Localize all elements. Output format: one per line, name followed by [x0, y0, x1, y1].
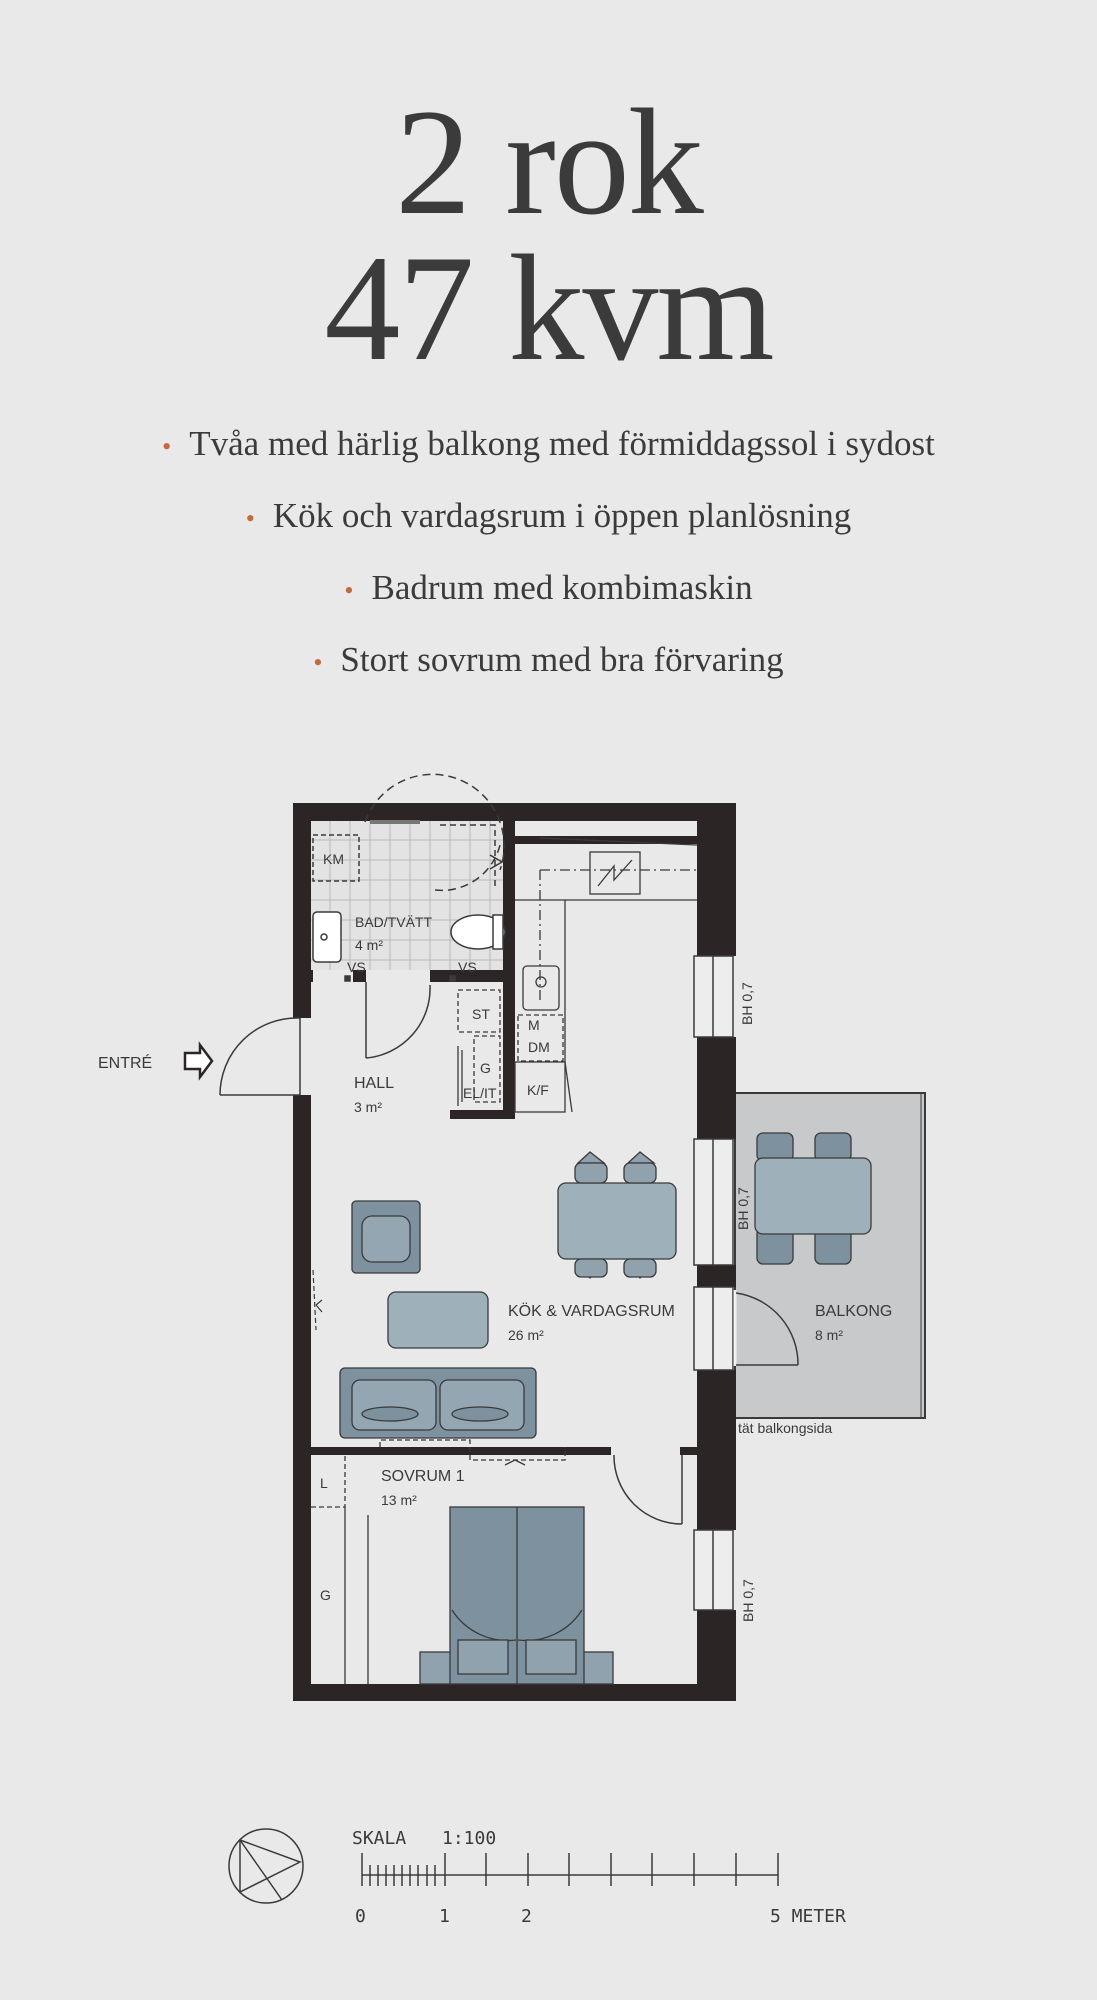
- feature-item: • Tvåa med härlig balkong med förmiddagssol i sydost: [162, 424, 935, 463]
- living-room-area: 26 m²: [508, 1327, 544, 1343]
- fixture-vs2-label: VS: [458, 959, 477, 975]
- bedroom-door: [614, 1452, 682, 1524]
- fixture-m-label: M: [528, 1017, 540, 1033]
- fixture-km-label: KM: [323, 851, 344, 867]
- bath-room-area: 4 m²: [355, 937, 383, 953]
- north-compass-icon: [229, 1829, 303, 1903]
- hall-room-area: 3 m²: [354, 1099, 382, 1115]
- balcony-note: tät balkongsida: [738, 1420, 833, 1436]
- scale-label: SKALA: [352, 1828, 407, 1849]
- coffee-table: [388, 1292, 488, 1348]
- balcony-room-name: BALKONG: [815, 1303, 893, 1320]
- bedroom-room-name: SOVRUM 1: [381, 1468, 465, 1485]
- sofa: [340, 1368, 536, 1438]
- balcony-room-area: 8 m²: [815, 1327, 843, 1343]
- scale-tick-label: 5 METER: [770, 1906, 846, 1927]
- floor-plan: [0, 760, 1097, 2000]
- scale-bar: [362, 1853, 778, 1886]
- feature-item: • Stort sovrum med bra förvaring: [313, 640, 784, 679]
- fixture-dm-label: DM: [528, 1039, 550, 1055]
- entrance-door: [220, 1018, 303, 1095]
- armchair: [352, 1201, 420, 1273]
- scale-tick-label: 1: [439, 1906, 450, 1927]
- scale-ratio: 1:100: [442, 1828, 497, 1849]
- fixture-elit-label: EL/IT: [463, 1085, 497, 1101]
- bullet-icon: •: [313, 647, 323, 677]
- area-title: 47 kvm: [324, 224, 773, 392]
- bullet-icon: •: [162, 431, 172, 461]
- window-note: BH 0,7: [735, 1187, 751, 1230]
- fixture-kf-label: K/F: [527, 1082, 549, 1098]
- fixture-l-label: L: [320, 1475, 328, 1491]
- bath-door: [366, 982, 430, 1058]
- bullet-icon: •: [344, 575, 354, 605]
- bullet-icon: •: [245, 503, 255, 533]
- dining-table: [558, 1152, 676, 1278]
- window-note: BH 0,7: [740, 1579, 756, 1622]
- window-note: BH 0,7: [739, 982, 755, 1025]
- entrance-arrow-icon: [185, 1045, 212, 1077]
- feature-item: • Kök och vardagsrum i öppen planlösning: [245, 496, 852, 535]
- fixture-vs1-label: VS: [347, 959, 366, 975]
- entrance-label: ENTRÉ: [98, 1055, 153, 1072]
- kitchen-counter: [515, 838, 697, 1112]
- fixture-st-label: ST: [472, 1006, 490, 1022]
- bedroom-room-area: 13 m²: [381, 1492, 417, 1508]
- hall-room-name: HALL: [354, 1075, 395, 1092]
- bed: [420, 1507, 613, 1684]
- living-room-name: KÖK & VARDAGSRUM: [508, 1303, 675, 1320]
- scale-tick-label: 0: [355, 1906, 366, 1927]
- fixture-g1-label: G: [480, 1060, 491, 1076]
- scale-tick-label: 2: [521, 1906, 532, 1927]
- room-count-title: 2 rok: [395, 78, 702, 246]
- fixture-g2-label: G: [320, 1587, 331, 1603]
- feature-item: • Badrum med kombimaskin: [344, 568, 753, 607]
- bath-room-name: BAD/TVÄTT: [355, 914, 433, 930]
- feature-list: [0, 418, 1097, 706]
